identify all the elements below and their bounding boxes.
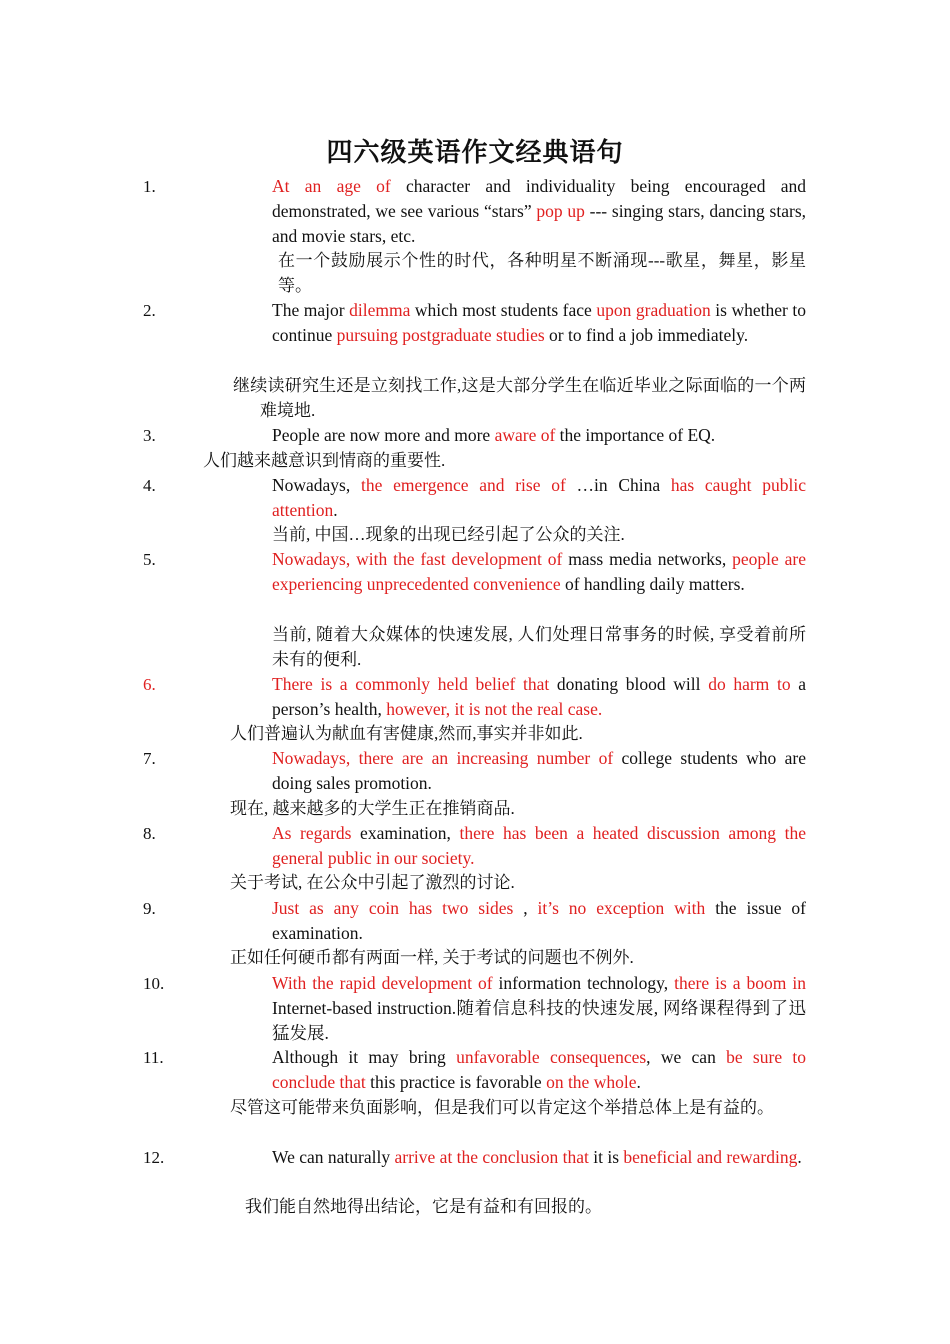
english-sentence [272, 896, 806, 946]
sentence-text: --- singing stars, dancing stars, and movie stars, etc. [272, 201, 807, 246]
item-number: 9. [143, 899, 156, 918]
chinese-translation: 人们越来越意识到情商的重要性. [203, 451, 446, 470]
key-phrase: upon graduation [596, 300, 711, 320]
english-sentence [272, 547, 806, 597]
sentence-text: mass media networks, [562, 549, 733, 569]
item-number: 10. [143, 974, 165, 993]
sentence-text: . [797, 1147, 802, 1167]
sentence-text: the importance of EQ. [555, 425, 716, 445]
key-phrase: unfavorable consequences [456, 1047, 647, 1067]
sentence-text: college students who are doing sales promotion. [272, 748, 806, 793]
key-phrase: With the rapid development of [272, 973, 493, 993]
chinese-translation: 我们能自然地得出结论，它是有益和有回报的。 [245, 1197, 602, 1216]
chinese-translation: 继续读研究生还是立刻找工作,这是大部分学生在临近毕业之际面临的一个两难境地. [233, 376, 806, 420]
sentence-text: a person’s health, [272, 674, 806, 719]
sentence-text: Internet-based instruction.随着信息科技的快速发展, 网络课程得到了迅猛发展. [272, 998, 806, 1043]
chinese-translation: 正如任何硬币都有两面一样, 关于考试的问题也不例外. [230, 948, 634, 967]
sentence-text: , [513, 898, 538, 918]
english-sentence [272, 1045, 806, 1095]
item-number: 2. [143, 301, 156, 320]
english-sentence [272, 423, 806, 448]
key-phrase: As regards [272, 823, 352, 843]
english-sentence [272, 821, 806, 871]
sentence-text: this practice is favorable [365, 1072, 547, 1092]
sentence-text: or to find a job immediately. [544, 325, 749, 345]
sentence-text: the issue of examination. [272, 898, 806, 943]
sentence-text: , we can [646, 1047, 727, 1067]
key-phrase: beneficial and rewarding [623, 1147, 798, 1167]
page-title: 四六级英语作文经典语句 [326, 138, 624, 167]
item-number: 11. [143, 1048, 164, 1067]
item-number: 7. [143, 749, 156, 768]
sentence-text: Nowadays, [272, 475, 361, 495]
item-number: 4. [143, 476, 156, 495]
chinese-translation: 在一个鼓励展示个性的时代，各种明星不断涌现---歌星，舞星，影星等。 [278, 251, 806, 295]
chinese-translation: 当前, 随着大众媒体的快速发展, 人们处理日常事务的时候, 享受着前所未有的便利. [272, 625, 806, 669]
sentence-text: donating blood will [549, 674, 709, 694]
key-phrase: aware of [494, 425, 556, 445]
english-sentence [272, 746, 806, 796]
key-phrase: Nowadays, there are an increasing number of [272, 748, 614, 768]
item-number: 1. [143, 177, 156, 196]
key-phrase: it’s no exception with [537, 898, 706, 918]
key-phrase: pop up [536, 201, 585, 221]
sentence-text: information technology, [492, 973, 675, 993]
english-sentence [272, 174, 806, 249]
chinese-translation: 现在, 越来越多的大学生正在推销商品. [230, 799, 515, 818]
sentence-text: …in China [565, 475, 671, 495]
english-sentence [272, 971, 806, 1046]
key-phrase: At an age of [272, 176, 391, 196]
item-number: 8. [143, 824, 156, 843]
item-number: 12. [143, 1148, 165, 1167]
sentence-text: examination, [351, 823, 460, 843]
english-sentence [272, 473, 806, 523]
sentence-text: is whether to continue [272, 300, 807, 345]
sentence-text: We can naturally [272, 1147, 395, 1167]
english-sentence [272, 1145, 806, 1170]
key-phrase: people are experiencing unprecedented convenience [272, 549, 806, 594]
key-phrase: pursuing postgraduate studies [336, 325, 545, 345]
key-phrase: There is a commonly held belief that [272, 674, 550, 694]
key-phrase: the emergence and rise of [360, 475, 566, 495]
key-phrase: on the whole [546, 1072, 637, 1092]
item-number: 6. [143, 675, 156, 694]
english-sentence [272, 298, 806, 348]
chinese-translation: 尽管这可能带来负面影响，但是我们可以肯定这个举措总体上是有益的。 [230, 1098, 774, 1117]
key-phrase: Nowadays, with the fast development of [272, 549, 563, 569]
chinese-translation: 关于考试, 在公众中引起了激烈的讨论. [230, 873, 515, 892]
sentence-text: The major [272, 300, 350, 320]
sentence-text: it is [588, 1147, 624, 1167]
english-sentence [272, 672, 806, 722]
sentence-text: Although it may bring [272, 1047, 457, 1067]
key-phrase: however, it is not the real case. [386, 699, 603, 719]
chinese-translation: 人们普遍认为献血有害健康,然而,事实并非如此. [230, 724, 583, 743]
key-phrase: there is a boom in [674, 973, 807, 993]
key-phrase: arrive at the conclusion that [394, 1147, 589, 1167]
sentence-text: which most students face [410, 300, 597, 320]
item-number: 5. [143, 550, 156, 569]
key-phrase: be sure to conclude that [272, 1047, 806, 1092]
sentence-text: . [333, 500, 338, 520]
key-phrase: there has been a heated discussion among the general public in our society. [272, 823, 806, 868]
sentence-text: . [636, 1072, 641, 1092]
sentence-text: character and individuality being encouraged and demonstrated, we see various “stars” [272, 176, 806, 221]
chinese-translation: 当前, 中国…现象的出现已经引起了公众的关注. [272, 525, 625, 544]
sentence-text: of handling daily matters. [560, 574, 745, 594]
sentence-text: People are now more and more [272, 425, 495, 445]
key-phrase: dilemma [349, 300, 411, 320]
key-phrase: Just as any coin has two sides [272, 898, 514, 918]
item-number: 3. [143, 426, 156, 445]
key-phrase: do harm to [708, 674, 791, 694]
key-phrase: has caught public attention [272, 475, 807, 520]
